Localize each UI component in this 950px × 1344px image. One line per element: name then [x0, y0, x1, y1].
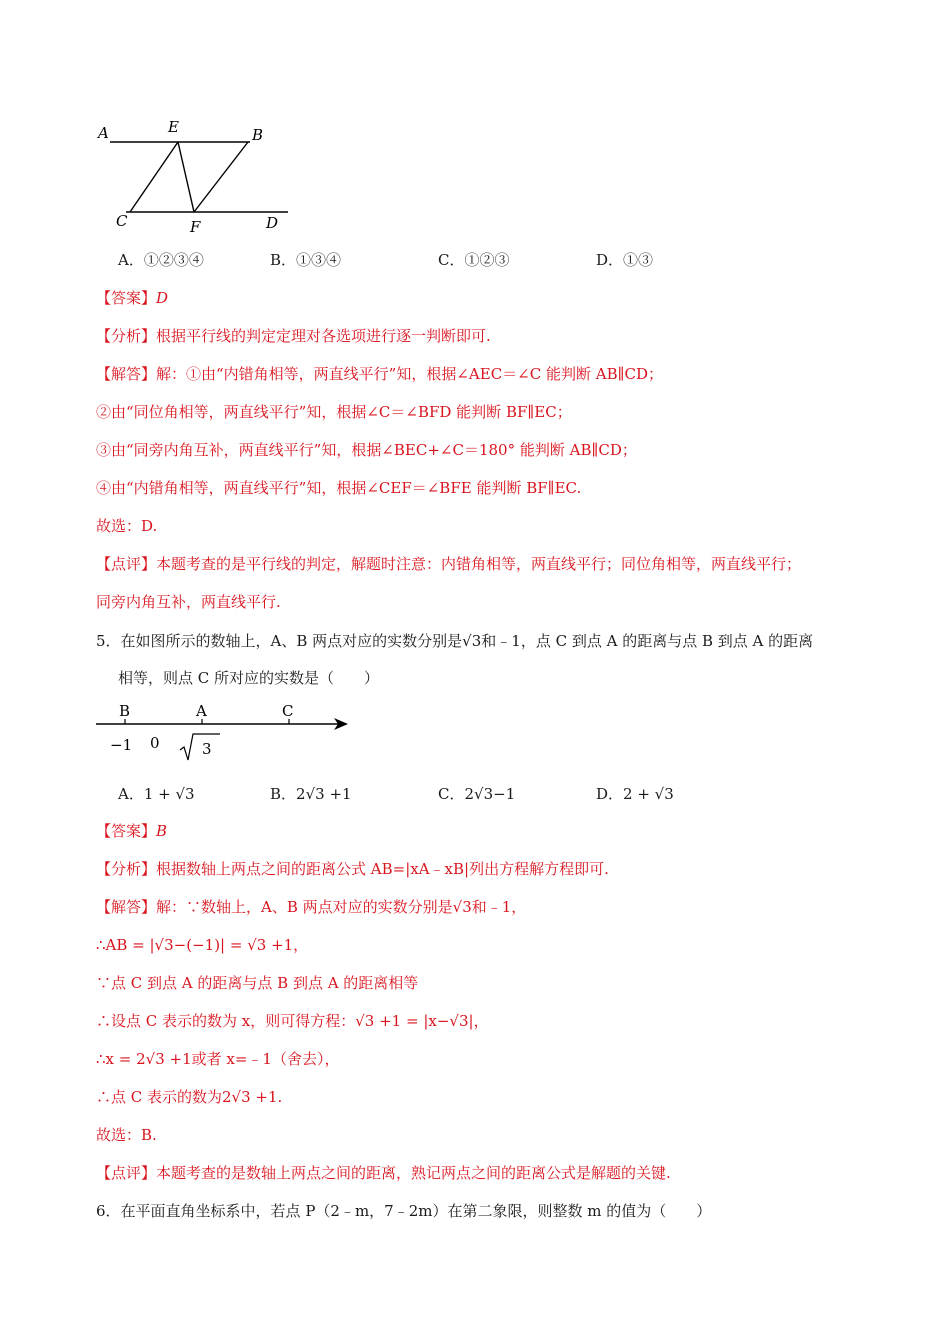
q5-solution-line-5: ∴x = 2√3 +1或者 x=﹣1（舍去）， [96, 1050, 340, 1068]
q4-comment-line-1 [96, 554, 801, 574]
option-letter: D． [596, 251, 624, 269]
comment-tag: 【点评】 [96, 1164, 157, 1182]
option-letter: D． [596, 785, 624, 803]
q4-comment-line-2: 同旁内角互补，两直线平行. [96, 593, 281, 611]
label-e: E [168, 118, 179, 136]
q4-analysis [96, 326, 491, 346]
analysis-text: 根据数轴上两点之间的距离公式 AB=|xA﹣xB|列出方程解方程即可. [156, 860, 609, 878]
q4-solution-line-1 [96, 364, 663, 384]
point-label-b: B [119, 702, 131, 720]
label-b: B [252, 126, 264, 144]
option-text: ①②③ [464, 251, 510, 269]
solution-tag: 【解答】 [96, 365, 157, 383]
q6-stem: 6．在平面直角坐标系中，若点 P（2﹣m，7﹣2m）在第二象限，则整数 m 的值为（ ） [96, 1202, 712, 1220]
label-d: D [266, 214, 279, 232]
tick-label-sqrt3: 3 [202, 740, 212, 758]
q5-option-b[interactable] [270, 784, 352, 804]
option-letter: B． [270, 785, 297, 803]
q4-solution-line-3: ③由“同旁内角互补，两直线平行”知，根据∠BEC+∠C＝180° 能判断 AB∥CD； [96, 441, 637, 459]
parallel-lines-figure [90, 112, 300, 237]
q5-answer [96, 821, 167, 841]
comment-text: 本题考查的是平行线的判定，解题时注意：内错角相等，两直线平行；同位角相等，两直线平行； [156, 555, 802, 573]
answer-tag: 【答案】 [96, 289, 157, 307]
analysis-tag: 【分析】 [96, 860, 157, 878]
option-text: 2√3−1 [464, 785, 516, 803]
segment-ef [178, 142, 194, 212]
option-letter: B． [270, 251, 297, 269]
option-letter: A． [118, 785, 144, 803]
q5-option-a[interactable] [118, 784, 195, 804]
option-text: ①②③④ [143, 251, 204, 269]
solution-text: 解：①由“内错角相等，两直线平行”知，根据∠AEC＝∠C 能判断 AB∥CD； [156, 365, 664, 383]
q5-solution-line-6: ∴点 C 表示的数为2√3 +1. [96, 1088, 283, 1106]
q4-solution-choice: 故选：D. [96, 517, 158, 535]
answer-value: B [156, 822, 168, 840]
q5-option-c[interactable] [438, 784, 515, 804]
q5-solution-line-2: ∴AB = |√3−(−1)| = √3 +1， [96, 936, 309, 954]
tick-label-zero: 0 [150, 734, 160, 752]
comment-text: 本题考查的是数轴上两点之间的距离，熟记两点之间的距离公式是解题的关键. [156, 1164, 671, 1182]
label-c: C [116, 212, 128, 230]
q4-option-d[interactable] [596, 250, 653, 270]
point-label-c: C [282, 702, 294, 720]
point-label-a: A [196, 702, 207, 720]
answer-value: D [156, 289, 169, 307]
radical-sign-icon [180, 734, 220, 760]
q5-solution-choice: 故选：B. [96, 1126, 157, 1144]
option-text: ①③ [623, 251, 654, 269]
segment-bf [194, 142, 248, 212]
q4-option-c[interactable] [438, 250, 510, 270]
q4-option-a[interactable] [118, 250, 204, 270]
answer-tag: 【答案】 [96, 822, 157, 840]
number-line-figure [92, 700, 362, 766]
solution-tag: 【解答】 [96, 898, 157, 916]
q5-option-d[interactable] [596, 784, 674, 804]
q5-solution-line-4: ∴设点 C 表示的数为 x，则可得方程：√3 +1 = |x−√3|， [96, 1012, 489, 1030]
option-text: 2 + √3 [623, 785, 674, 803]
tick-label-minus-one: −1 [110, 736, 133, 754]
q5-solution-line-1 [96, 897, 526, 917]
q5-comment [96, 1163, 671, 1183]
analysis-tag: 【分析】 [96, 327, 157, 345]
q5-solution-line-3: ∵点 C 到点 A 的距离与点 B 到点 A 的距离相等 [96, 974, 419, 992]
number-line-svg [92, 700, 362, 766]
label-a: A [98, 124, 109, 142]
solution-text: 解：∵数轴上，A、B 两点对应的实数分别是√3和﹣1， [156, 898, 527, 916]
option-text: ①③④ [296, 251, 342, 269]
label-f: F [190, 218, 201, 236]
q4-solution-line-2: ②由“同位角相等，两直线平行”知，根据∠C＝∠BFD 能判断 BF∥EC； [96, 403, 572, 421]
segment-ec [130, 142, 178, 212]
q5-analysis [96, 859, 609, 879]
q4-solution-line-4: ④由“内错角相等，两直线平行”知，根据∠CEF＝∠BFE 能判断 BF∥EC. [96, 479, 582, 497]
option-letter: A． [118, 251, 144, 269]
analysis-text: 根据平行线的判定定理对各选项进行逐一判断即可. [156, 327, 491, 345]
q4-option-b[interactable] [270, 250, 341, 270]
option-text: 2√3 +1 [296, 785, 352, 803]
q5-stem-line-1: 5．在如图所示的数轴上，A、B 两点对应的实数分别是√3和﹣1，点 C 到点 A 的距离与点 B 到点 A 的距离 [96, 632, 814, 650]
q5-stem-line-2: 相等，则点 C 所对应的实数是（ ） [118, 669, 380, 687]
option-letter: C． [438, 785, 465, 803]
option-text: 1 + √3 [143, 785, 195, 803]
parallel-lines-svg [90, 112, 300, 237]
option-letter: C． [438, 251, 465, 269]
q4-answer [96, 288, 168, 308]
comment-tag: 【点评】 [96, 555, 157, 573]
